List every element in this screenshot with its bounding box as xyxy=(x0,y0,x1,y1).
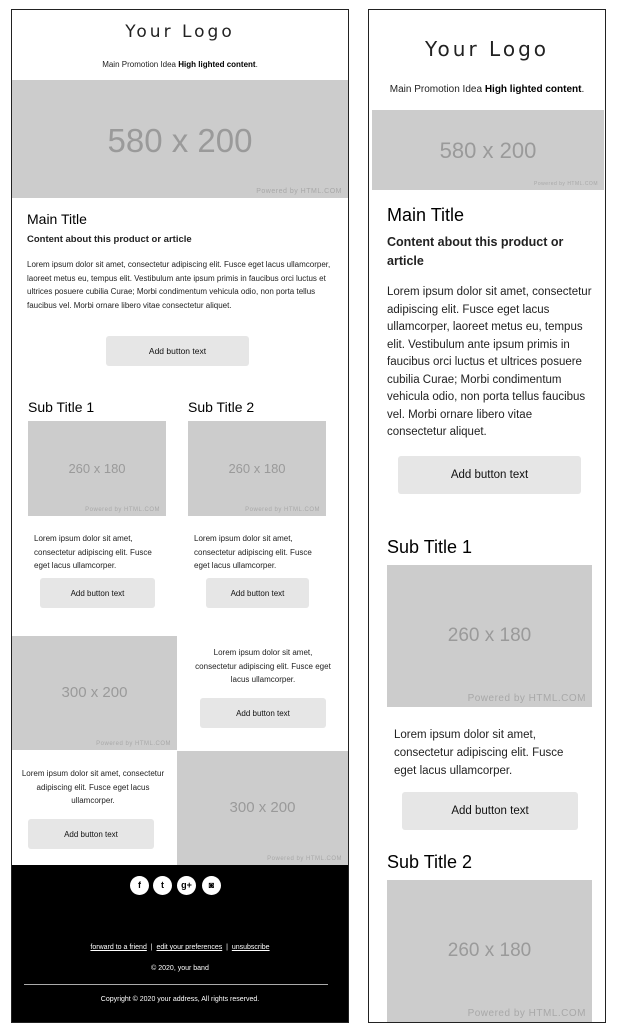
promo-line xyxy=(12,60,348,69)
column-2-image-placeholder xyxy=(387,880,592,1022)
hero-powered: Powered by HTML.COM xyxy=(534,181,598,187)
logo: Your Logo xyxy=(424,37,549,61)
column-1-title: Sub Title 1 xyxy=(28,399,95,415)
column-1-powered: Powered by HTML.COM xyxy=(85,507,160,513)
column-2-text: Lorem ipsum dolor sit amet, consectetur adipiscing elit. Fusce eget lacus ullamcorper. xyxy=(194,534,312,570)
main-title: Main Title xyxy=(387,205,465,225)
hero-image-placeholder xyxy=(12,80,348,198)
column-2-title: Sub Title 2 xyxy=(188,399,255,415)
column-2-title: Sub Title 2 xyxy=(387,852,473,872)
promo-prefix: Main Promotion Idea xyxy=(389,84,483,95)
column-1-title: Sub Title 1 xyxy=(387,537,473,557)
footer-copyright: Copyright © 2020 your address, All rights reserved. xyxy=(100,996,260,1003)
column-2-image-placeholder xyxy=(188,421,326,516)
row-1-add-button[interactable]: Add button text xyxy=(200,698,326,728)
column-2-powered: Powered by HTML.COM xyxy=(245,507,320,513)
main-body: Lorem ipsum dolor sit amet, consectetur adipiscing elit. Fusce eget lacus ullamcorper, laoreet metus eu, tempus elit. Vestibulum ante ipsum primis in faucibus orci luctus et ultrices posuere cubilia Curae; Morbi condimentum vehicula odio, non porta tellus faucibus vel. Morbi ornare libero vitae consectetur aliquet. xyxy=(27,260,331,310)
column-1-text: Lorem ipsum dolor sit amet, consectetur adipiscing elit. Fusce eget lacus ullamcorper. xyxy=(394,729,564,777)
forward-link[interactable]: forward to a friend xyxy=(90,944,147,951)
footer xyxy=(12,865,348,1023)
footer-band: © 2020, your band xyxy=(151,965,209,972)
hero-dims: 580 x 200 xyxy=(107,122,253,159)
preferences-link[interactable]: edit your preferences xyxy=(156,944,223,951)
main-subtitle: Content about this product or article xyxy=(387,235,564,268)
row-2-image-placeholder xyxy=(177,751,348,865)
main-title: Main Title xyxy=(27,211,87,227)
unsubscribe-link[interactable]: unsubscribe xyxy=(231,944,270,951)
mobile-email-preview xyxy=(368,9,606,1023)
twitter-icon[interactable]: t xyxy=(153,876,172,895)
footer-links xyxy=(12,944,348,951)
desktop-email-preview xyxy=(11,9,349,1023)
promo-suffix: . xyxy=(255,60,258,69)
footer-divider xyxy=(24,984,328,985)
column-2-dims: 260 x 180 xyxy=(228,461,286,476)
column-1-dims: 260 x 180 xyxy=(68,461,126,476)
row-1-powered: Powered by HTML.COM xyxy=(96,741,171,747)
row-2-text: Lorem ipsum dolor sit amet, consectetur adipiscing elit. Fusce eget lacus ullamcorper. xyxy=(21,769,165,805)
row-1-text: Lorem ipsum dolor sit amet, consectetur adipiscing elit. Fusce eget lacus ullamcorper. xyxy=(195,648,331,684)
google-plus-icon[interactable]: g+ xyxy=(177,876,196,895)
instagram-icon[interactable]: ◙ xyxy=(202,876,221,895)
link-separator: | xyxy=(226,944,228,951)
column-1-add-button[interactable]: Add button text xyxy=(402,792,578,830)
main-body: Lorem ipsum dolor sit amet, consectetur adipiscing elit. Fusce eget lacus ullamcorper, laoreet metus eu, tempus elit. Vestibulum ante ipsum primis in faucibus orci luctus et ultrices posuere cubilia Curae; Morbi condimentum vehicula odio, non porta tellus faucibus vel. Morbi ornare libero vitae consectetur aliquet. xyxy=(387,286,592,438)
column-2-dims: 260 x 180 xyxy=(447,940,532,961)
promo-prefix: Main Promotion Idea xyxy=(102,60,177,69)
main-subtitle: Content about this product or article xyxy=(27,234,192,245)
promo-highlight: High lighted content xyxy=(178,60,256,69)
promo-highlight: High lighted content xyxy=(484,84,582,95)
column-2-add-button[interactable]: Add button text xyxy=(206,578,309,608)
column-1-text: Lorem ipsum dolor sit amet, consectetur adipiscing elit. Fusce eget lacus ullamcorper. xyxy=(34,534,152,570)
hero-powered: Powered by HTML.COM xyxy=(256,188,342,195)
row-2-add-button[interactable]: Add button text xyxy=(28,819,154,849)
column-1-image-placeholder xyxy=(387,565,592,707)
hero-dims: 580 x 200 xyxy=(439,138,537,163)
facebook-icon[interactable]: f xyxy=(130,876,149,895)
main-add-button[interactable]: Add button text xyxy=(106,336,249,366)
main-add-button[interactable]: Add button text xyxy=(398,456,581,494)
column-2-powered: Powered by HTML.COM xyxy=(467,1008,586,1019)
row-2-powered: Powered by HTML.COM xyxy=(267,856,342,862)
logo: Your Logo xyxy=(125,22,235,42)
row-1-image-placeholder xyxy=(12,636,177,750)
column-1-add-button[interactable]: Add button text xyxy=(40,578,155,608)
row-2-dims: 300 x 200 xyxy=(229,799,296,816)
link-separator: | xyxy=(150,944,153,951)
promo-line xyxy=(369,84,605,95)
row-1-dims: 300 x 200 xyxy=(61,684,128,701)
column-1-dims: 260 x 180 xyxy=(447,625,532,646)
hero-image-placeholder xyxy=(372,110,604,190)
column-1-image-placeholder xyxy=(28,421,166,516)
promo-suffix: . xyxy=(581,84,585,95)
column-1-powered: Powered by HTML.COM xyxy=(467,693,586,704)
